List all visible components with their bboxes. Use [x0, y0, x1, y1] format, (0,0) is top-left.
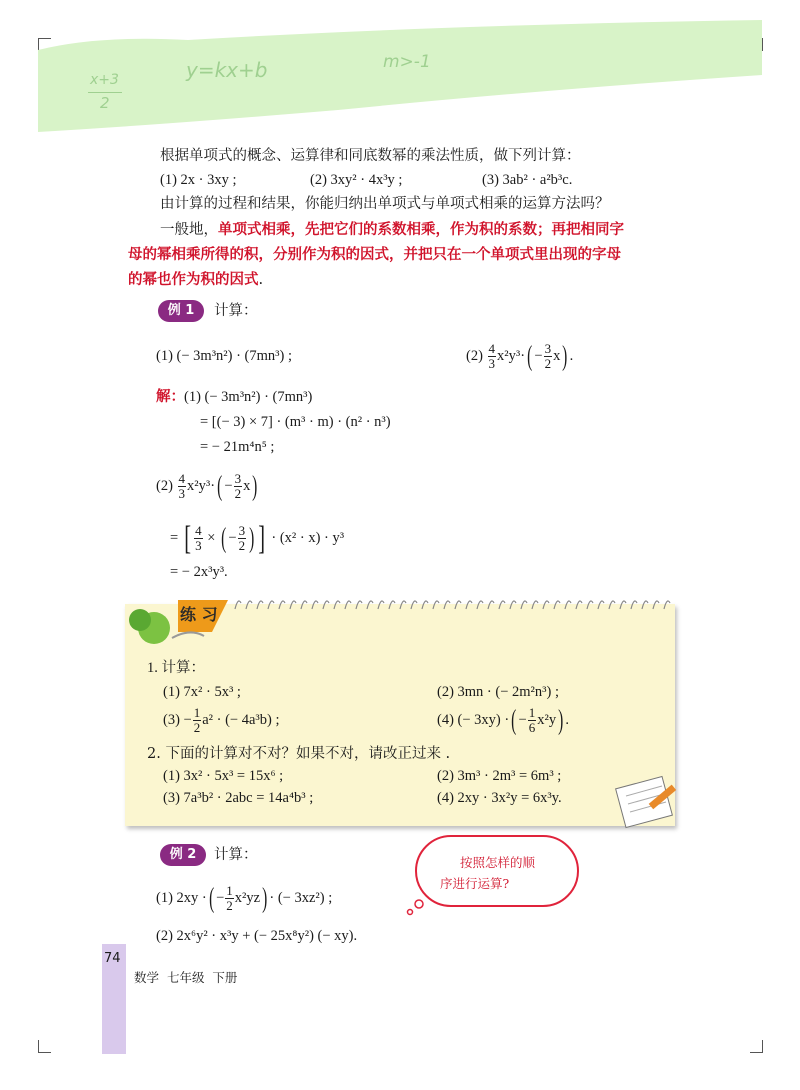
e2p1-prefix: (1) 2xy · [156, 890, 207, 906]
example-1-prompt: 计算： [214, 303, 258, 319]
spiral-ring [367, 601, 373, 609]
intro-item-2: (2) 3xy² · 4x³y ; [310, 172, 403, 188]
thought-bubble-tail [403, 898, 425, 920]
example-2-prompt: 计算： [214, 847, 258, 863]
solution-2-line-1: (2) $\frac{4}{3}$ x²y³·( − $\frac{3}{2}$ x) [156, 470, 258, 502]
spiral-ring [488, 601, 494, 609]
spiral-ring [246, 601, 252, 609]
spiral-ring [433, 601, 439, 609]
spiral-ring [422, 601, 428, 609]
spiral-ring [631, 601, 637, 609]
spiral-ring [444, 601, 450, 609]
spiral-ring [576, 601, 582, 609]
example-2-problem-2: (2) 2x⁶y² · x³y + (− 25x⁸y²) (− xy). [156, 928, 358, 944]
problem-2-label: (2) [466, 348, 483, 364]
fraction-one-half-b: $\frac{1}{2}$ [226, 883, 233, 914]
spiral-ring [356, 601, 362, 609]
spiral-ring [565, 601, 571, 609]
example-1-problem-2: (2) $\frac{4}{3}$ x²y³·( − $\frac{3}{2}$ x) . [466, 340, 574, 372]
spiral-ring [411, 601, 417, 609]
spiral-ring [620, 601, 626, 609]
notebook-pencil-icon [612, 770, 684, 832]
spiral-ring [532, 601, 538, 609]
page-number: 74 [104, 951, 121, 966]
practice-q1-item-2: (2) 3mn · (− 2m²n³) ; [437, 684, 559, 700]
spiral-ring [587, 601, 593, 609]
practice-q2-item-1: (1) 3x² · 5x³ = 15x⁶ ; [163, 768, 284, 784]
practice-q1: 1. 计算： [147, 660, 205, 676]
spiral-ring [389, 601, 395, 609]
spiral-ring [609, 601, 615, 609]
handwritten-fraction-den: 2 [100, 94, 110, 112]
rule-line-1 [160, 220, 624, 240]
example-2-problem-1: (1) 2xy ·( − $\frac{1}{2}$ x²yz) · (− 3xz²) ; [156, 882, 333, 914]
bubble-text-2: 序进行运算? [440, 876, 510, 891]
handwritten-fraction-bar [88, 92, 122, 93]
spiral-ring [400, 601, 406, 609]
fraction-four-thirds-b: $\frac{4}{3}$ [178, 471, 186, 502]
spiral-ring [664, 601, 670, 609]
practice-q1-item-3: (3) − $\frac{1}{2}$ a² · (− 4a³b) ; [163, 705, 280, 736]
spiral-ring [455, 601, 461, 609]
q1-item-3-label: (3) [163, 712, 180, 728]
spiral-ring [642, 601, 648, 609]
intro-item-3: (3) 3ab² · a²b³c. [482, 172, 573, 188]
spiral-ring [334, 601, 340, 609]
practice-q2-item-2: (2) 3m³ · 2m³ = 6m³ ; [437, 768, 562, 784]
spiral-ring [301, 601, 307, 609]
practice-q2: 2. 下面的计算对不对？如果不对，请改正过来 . [147, 746, 451, 762]
handwritten-linear-formula: y=kx+b [186, 58, 268, 82]
solution-1-line-1: (1) (− 3m³n²) · (7mn³) [184, 389, 313, 405]
rule-text-3: 的幂也作为积的因式 [128, 271, 259, 288]
practice-title: 练 习 [180, 605, 218, 624]
practice-q2-item-4: (4) 2xy · 3x²y = 6x³y. [437, 790, 562, 806]
e2p1-suffix: · (− 3xz²) ; [269, 890, 333, 906]
spiral-ring [499, 601, 505, 609]
rule-prefix: 一般地， [160, 222, 218, 238]
fraction-four-thirds-c: $\frac{4}{3}$ [195, 523, 202, 554]
fraction-three-halves: $\frac{3}{2}$ [544, 341, 552, 372]
solution-1-line-3: = − 21m⁴n⁵ ; [200, 439, 275, 455]
solution-2-line-2: = [ $\frac{4}{3}$ × ( − $\frac{3}{2}$ ) ] · (x² · x) · y³ [170, 519, 345, 557]
spiral-ring [345, 601, 351, 609]
rule-end: . [258, 272, 264, 288]
spiral-ring [257, 601, 263, 609]
spiral-ring [323, 601, 329, 609]
rule-line-3 [128, 270, 263, 290]
solution-label: 解： [156, 388, 185, 405]
spiral-ring [466, 601, 472, 609]
fraction-three-halves-b: $\frac{3}{2}$ [234, 471, 242, 502]
bubble-text-1: 按照怎样的顺 [460, 855, 536, 870]
rule-text-1: 单项式相乘，先把它们的系数相乘，作为积的系数；再把相同字 [218, 221, 624, 238]
practice-q1-item-1: (1) 7x² · 5x³ ; [163, 684, 241, 700]
solution-2-line-3: = − 2x³y³. [170, 564, 228, 580]
spiral-ring [235, 601, 241, 609]
crop-mark-bottom-right [750, 1040, 763, 1053]
spiral-ring [521, 601, 527, 609]
example-1-problem-1: (1) (− 3m³n²) · (7mn³) ; [156, 348, 292, 364]
fraction-three-halves-c: $\frac{3}{2}$ [238, 523, 246, 554]
solution-1-line-2: = [(− 3) × 7] · (m³ · m) · (n² · n³) [200, 414, 391, 430]
spiral-ring [477, 601, 483, 609]
spiral-ring [543, 601, 549, 609]
spiral-ring [510, 601, 516, 609]
handwritten-inequality: m>-1 [383, 52, 431, 72]
example-2-badge: 例 2 [160, 844, 206, 866]
spiral-ring [279, 601, 285, 609]
crop-mark-bottom-left [38, 1040, 51, 1053]
book-title: 数学 七年级 下册 [134, 970, 238, 985]
spiral-ring [268, 601, 274, 609]
handwritten-fraction-num: x+3 [90, 72, 119, 88]
spiral-ring [378, 601, 384, 609]
solution-2-label: (2) [156, 478, 173, 494]
fraction-one-half: $\frac{1}{2}$ [193, 705, 201, 736]
spiral-ring [653, 601, 659, 609]
intro-line-1: 根据单项式的概念、运算律和同底数幂的乘法性质，做下列计算： [160, 148, 581, 164]
q1-item-4-label: (4) (− 3xy) · [437, 712, 510, 728]
practice-q1-item-4: (4) (− 3xy) ·( − $\frac{1}{6}$ x²y) . [437, 704, 570, 736]
practice-q2-item-3: (3) 7a³b² · 2abc = 14a⁴b³ ; [163, 790, 314, 806]
fraction-four-thirds: $\frac{4}{3}$ [488, 341, 496, 372]
example-1-badge: 例 1 [158, 300, 204, 322]
rule-text-2: 母的幂相乘所得的积，分别作为积的因式，并把只在一个单项式里出现的字母 [128, 246, 621, 263]
fraction-one-sixth: $\frac{1}{6}$ [528, 705, 536, 736]
spiral-ring [598, 601, 604, 609]
intro-item-1: (1) 2x · 3xy ; [160, 172, 237, 188]
spiral-ring [554, 601, 560, 609]
spiral-ring [312, 601, 318, 609]
intro-line-2: 由计算的过程和结果，你能归纳出单项式与单项式相乘的运算方法吗？ [160, 196, 610, 212]
header-banner [38, 0, 762, 140]
spiral-ring [290, 601, 296, 609]
